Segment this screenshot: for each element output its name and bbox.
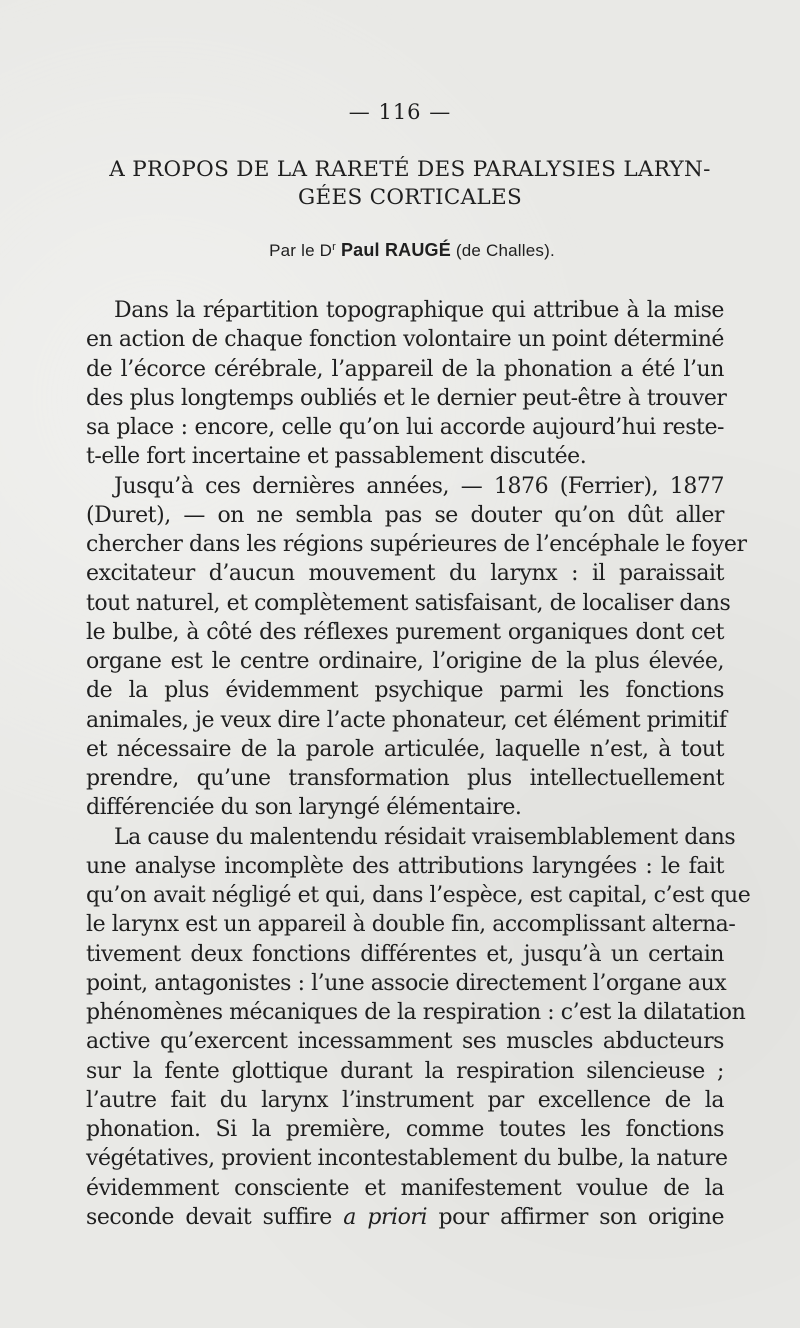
body-line: Dans la répartition topographique qui attribue à la mise — [114, 298, 724, 323]
body-line: le larynx est un appareil à double fin, accomplissant alterna- — [86, 912, 736, 938]
final-line-italic: a priori — [343, 1204, 428, 1230]
body-line: excitateur d’aucun mouvement du larynx : il paraissait — [86, 561, 724, 587]
body-line: point, antagonistes : l’une associe directement l’organe aux — [86, 970, 727, 996]
body-line: l’autre fait du larynx l’instrument par excellence de la — [86, 1087, 724, 1113]
body-line: tivement deux fonctions différentes et, jusqu’à un certain — [86, 941, 724, 967]
title-line-1: A PROPOS DE LA RARETÉ DES PARALYSIES LARYN- — [109, 157, 711, 182]
body-line: de la plus évidemment psychique parmi les fonctions — [86, 678, 724, 704]
body-line: Jusqu’à ces dernières années, — 1876 (Ferrier), 1877 — [114, 473, 724, 499]
body-line: qu’on avait négligé et qui, dans l’espèce, est capital, c’est que — [86, 883, 751, 908]
body-line: (Duret), — on ne sembla pas se douter qu’on dût aller — [86, 502, 724, 528]
article-title — [80, 156, 740, 212]
byline-prefix-superscript: r — [332, 241, 336, 253]
title-line-2: GÉES CORTICALES — [297, 185, 523, 210]
body-line: t-elle fort incertaine et passablement discutée. — [86, 444, 587, 470]
final-line-after: pour affirmer son origine — [438, 1204, 725, 1230]
body-line: phénomènes mécaniques de la respiration : c’est la dilatation — [86, 1000, 746, 1025]
body-line: tout naturel, et complètement satisfaisant, de localiser dans — [86, 590, 731, 616]
body-line: le bulbe, à côté des réflexes purement organiques dont cet — [86, 619, 724, 645]
body-line: organe est le centre ordinaire, l’origine de la plus élevée, — [86, 649, 724, 674]
body-line: une analyse incomplète des attributions laryngées : le fait — [86, 853, 724, 879]
author-location: (de Challes). — [455, 241, 555, 260]
body-line: végétatives, provient incontestablement du bulbe, la nature — [86, 1146, 728, 1172]
body-line: sur la fente glottique durant la respiration silencieuse ; — [86, 1058, 724, 1084]
body-line-final — [86, 1203, 724, 1232]
page-number: — 116 — — [348, 100, 452, 124]
body-line: chercher dans les régions supérieures de l’encéphale le foyer — [86, 532, 747, 557]
body-line: évidemment consciente et manifestement voulue de la — [86, 1175, 724, 1201]
body-line: active qu’exercent incessamment ses muscles abducteurs — [86, 1029, 724, 1055]
byline-prefix: Par le D — [269, 241, 333, 260]
body-line: en action de chaque fonction volontaire un point déterminé — [86, 327, 724, 353]
body-line: phonation. Si la première, comme toutes les fonctions — [86, 1117, 724, 1142]
body-line: sa place : encore, celle qu’on lui accorde aujourd’hui reste- — [86, 415, 724, 440]
author-byline — [0, 240, 800, 261]
body-line: différenciée du son laryngé élémentaire. — [86, 795, 522, 821]
body-line: animales, je veux dire l’acte phonateur, cet élément primitif — [86, 707, 727, 733]
body-line: de l’écorce cérébrale, l’appareil de la phonation a été l’un — [86, 356, 724, 382]
final-line-before: seconde devait suffire — [86, 1204, 332, 1230]
body-line: des plus longtemps oubliés et le dernier peut-être à trouver — [86, 385, 727, 411]
body-line: et nécessaire de la parole articulée, laquelle n’est, à tout — [86, 736, 724, 762]
author-name: Paul RAUGÉ — [340, 240, 451, 260]
body-line: prendre, qu’une transformation plus intellectuellement — [86, 766, 724, 791]
article-body — [86, 296, 751, 1232]
body-line: La cause du malentendu résidait vraisemblablement dans — [114, 824, 736, 850]
